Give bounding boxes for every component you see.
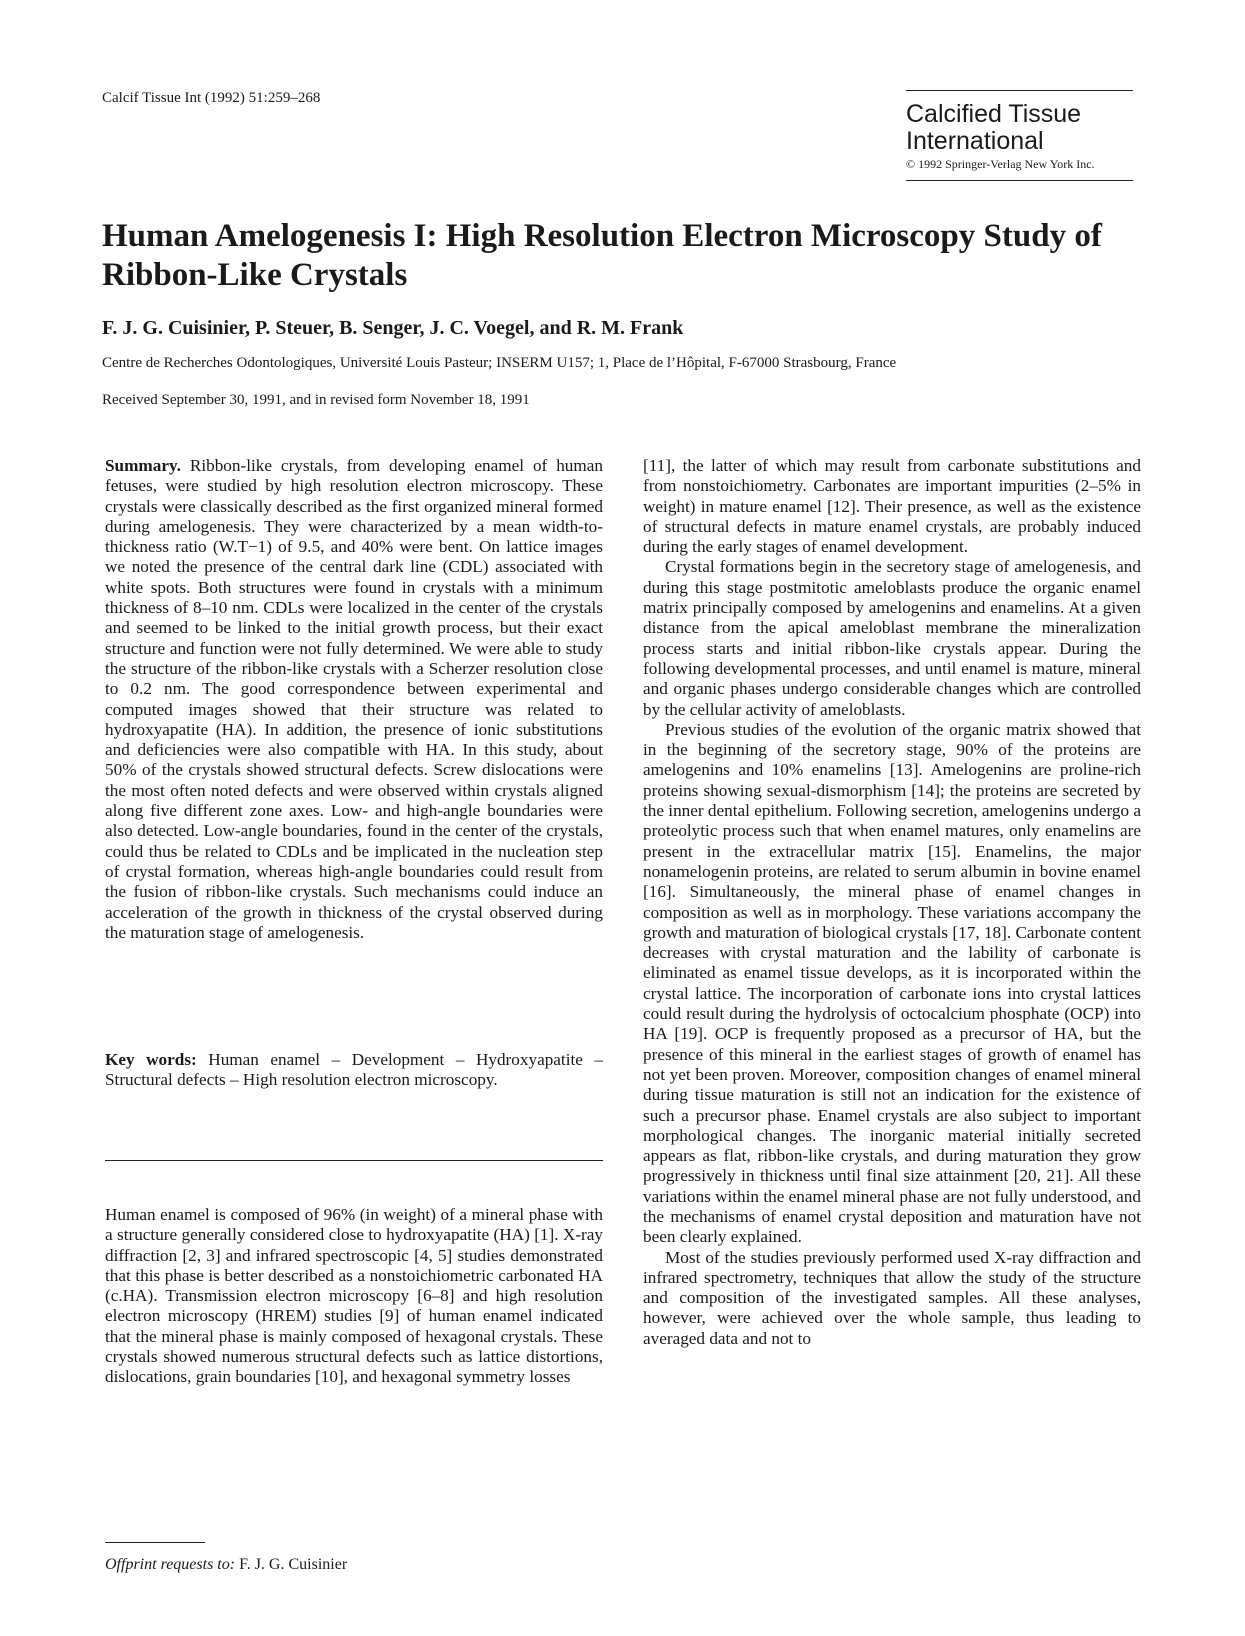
keywords-label: Key words: xyxy=(105,1050,197,1069)
summary-text: Ribbon-like crystals, from developing enamel of human fetuses, were studied by high resolution electron microscopy. These crystals were classically described as the first organized mineral formed during amelogenesis. They were characterized by a mean width-to-thickness ratio (W.T−1) of 9.5, and 40% were bent. On lattice images we noted the presence of the central dark line (CDL) associated with white spots. Both structures were found in crystals with a minimum thickness of 8–10 nm. CDLs were localized in the center of the crystals and seemed to be linked to the initial growth process, but their exact structure and function were not fully determined. We were able to study the structure of the ribbon-like crystals with a Scherzer resolution close to 0.2 nm. The good correspondence between experimental and computed images showed that their structure was related to hydroxyapatite (HA). In addition, the presence of ionic substitutions and deficiencies were also compatible with HA. In this study, about 50% of the crystals showed structural defects. Screw dislocations were the most often noted defects and were observed within crystals aligned along five different zone axes. Low- and high-angle boundaries were also detected. Low-angle boundaries, found in the center of the crystals, could thus be related to CDLs and be implicated in the nucleation step of crystal formation, whereas high-angle boundaries could result from the fusion of ribbon-like crystals. Such mechanisms could induce an acceleration of the growth in thickness of the crystal observed during the maturation stage of amelogenesis. xyxy=(105,456,603,942)
right-column xyxy=(643,456,1141,1349)
right-paragraph-3: Previous studies of the evolution of the organic matrix showed that in the beginning of the secretory stage, 90% of the proteins are amelogenins and 10% enamelins [13]. Amelogenins are proline-rich proteins showing sexual-dismorphism [14]; the proteins are secreted by the inner dental epithelium. Following secretion, amelogenins undergo a proteolytic process such that when enamel matures, only enamelins are present in the extracellular matrix [15]. Enamelins, the major nonamelogenin proteins, are related to serum albumin in bovine enamel [16]. Simultaneously, the mineral phase of enamel changes in composition as well as in morphology. These variations accompany the growth and maturation of biological crystals [17, 18]. Carbonate content decreases with crystal maturation and the lability of carbonate is eliminated as enamel tissue develops, as it is incorporated within the crystal lattice. The incorporation of carbonate ions into crystal lattices could result during the hydrolysis of octocalcium phosphate (OCP) into HA [19]. OCP is frequently proposed as a precursor of HA, but the presence of this mineral in the earliest stages of growth of enamel has not yet been proven. Moreover, composition changes of enamel mineral during tissue maturation is still not an indication for the existence of such a precursor phase. Enamel crystals are also subject to important morphological changes. The inorganic material initially secreted appears as flat, ribbon-like crystals, and during maturation they grow progressively in thickness until final size attainment [20, 21]. All these variations within the enamel mineral phase are not fully understood, and the mechanisms of enamel crystal deposition and maturation have not been clearly explained. xyxy=(643,719,1142,1247)
offprint-footnote xyxy=(105,1556,347,1574)
footnote-divider xyxy=(105,1542,205,1543)
journal-name-line1: Calcified Tissue xyxy=(906,100,1082,128)
right-paragraph-1: [11], the latter of which may result from carbonate substitutions and from nonstoichiometry. Carbonates are important impurities (2–5% in weight) in mature enamel [12]. Their presence, as well as the existence of structural defects in mature enamel crystals, are probably induced during the early stages of enamel development. xyxy=(643,456,1141,557)
article-title: Human Amelogenesis I: High Resolution Electron Microscopy Study of Ribbon-Like Crystals xyxy=(102,218,1102,293)
keywords-section xyxy=(105,1050,603,1091)
summary-section xyxy=(105,456,603,943)
journal-citation: Calcif Tissue Int (1992) 51:259–268 xyxy=(102,90,321,106)
offprint-label: Offprint requests to: xyxy=(105,1556,236,1573)
right-paragraph-2: Crystal formations begin in the secretory stage of amelogenesis, and during this stage postmitotic ameloblasts produce the organic enamel matrix principally composed by amelogenins and enamelins. At a given distance from the apical ameloblast membrane the mineralization process starts and initial ribbon-like crystals appear. During the following developmental processes, and until enamel is mature, mineral and organic phases undergo considerable changes which are controlled by the cellular activity of ameloblasts. xyxy=(643,557,1141,719)
journal-name-line2: International xyxy=(906,127,1044,155)
summary-label: Summary. xyxy=(105,456,181,475)
masthead-top-rule xyxy=(906,90,1133,91)
journal-masthead xyxy=(906,90,1133,181)
introduction-paragraph xyxy=(105,1205,603,1388)
author-list: F. J. G. Cuisinier, P. Steuer, B. Senger, J. C. Voegel, and R. M. Frank xyxy=(102,317,684,339)
keywords-text: Human enamel – Development – Hydroxyapatite – Structural defects – High resolution electron microscopy. xyxy=(105,1050,603,1090)
copyright-notice: © 1992 Springer-Verlag New York Inc. xyxy=(906,157,1095,171)
intro-text: Human enamel is composed of 96% (in weight) of a mineral phase with a structure generally considered close to hydroxyapatite (HA) [1]. X-ray diffraction [2, 3] and infrared spectroscopic [4, 5] studies demonstrated that this phase is better described as a nonstoichiometric carbonated HA (c.HA). Transmission electron microscopy [6–8] and high resolution electron microscopy (HREM) studies [9] of human enamel indicated that the mineral phase is mainly composed of hexagonal crystals. These crystals showed numerous structural defects such as lattice distortions, dislocations, grain boundaries [10], and hexagonal symmetry losses xyxy=(105,1205,603,1387)
affiliation: Centre de Recherches Odontologiques, Université Louis Pasteur; INSERM U157; 1, Place de l’Hôpital, F-67000 Strasbourg, France xyxy=(102,355,897,371)
received-dates: Received September 30, 1991, and in revised form November 18, 1991 xyxy=(102,392,530,408)
offprint-name: F. J. G. Cuisinier xyxy=(239,1556,348,1573)
masthead-bottom-rule xyxy=(906,180,1133,181)
right-paragraph-4: Most of the studies previously performed used X-ray diffraction and infrared spectrometry, techniques that allow the study of the structure and composition of the investigated samples. All these analyses, however, were achieved over the whole sample, thus leading to averaged data and not to xyxy=(643,1247,1141,1348)
section-divider xyxy=(105,1160,603,1161)
